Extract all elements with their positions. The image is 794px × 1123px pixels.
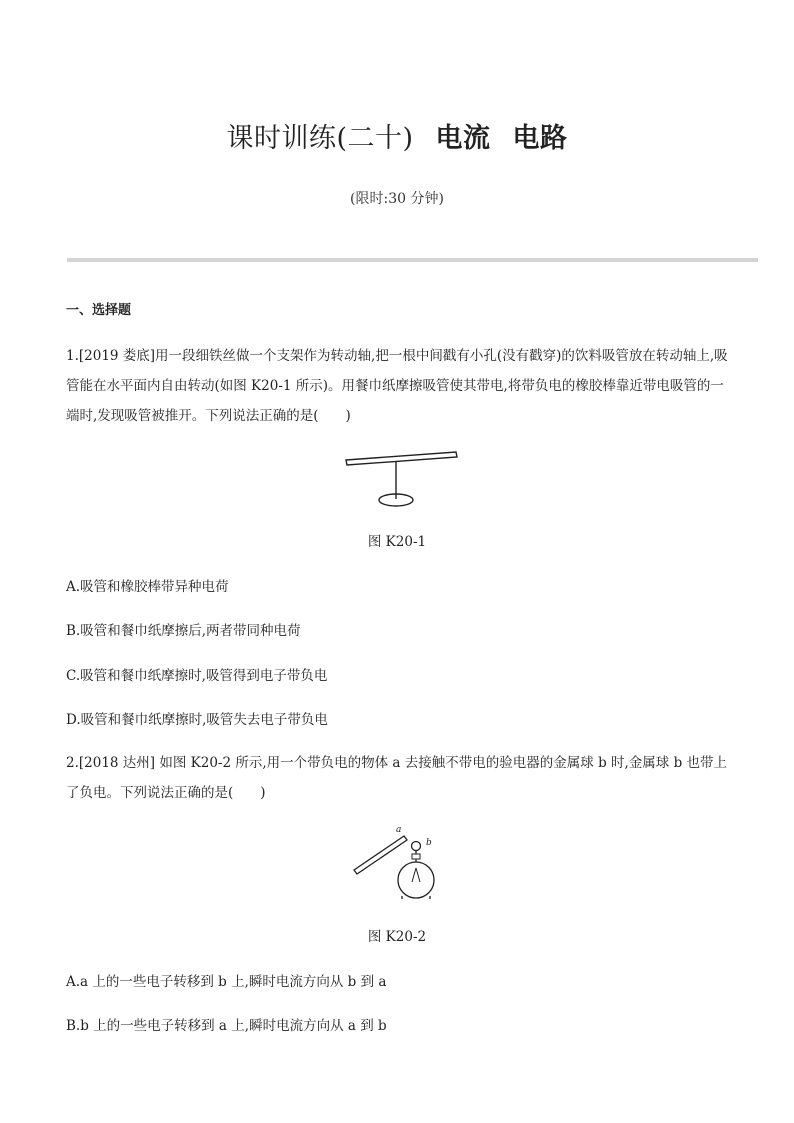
question-1-option-d: D.吸管和餐巾纸摩擦时,吸管失去电子带负电 xyxy=(66,712,328,728)
straw-shape xyxy=(346,452,457,465)
charged-rod-a xyxy=(354,836,407,874)
question-1-option-a: A.吸管和橡胶棒带异种电荷 xyxy=(66,579,229,595)
question-2-stem: 2.[2018 达州] 如图 K20-2 所示,用一个带负电的物体 a 去接触不带电的验电器的金属球 b 时,金属球 b 也带上了负电。下列说法正确的是( ) xyxy=(66,755,728,801)
title-topic-current: 电流 xyxy=(435,123,491,154)
question-2-option-a: A.a 上的一些电子转移到 b 上,瞬时电流方向从 b 到 a xyxy=(66,974,387,990)
time-limit: (限时:30 分钟) xyxy=(350,191,444,207)
question-1-option-b: B.吸管和餐巾纸摩擦后,两者带同种电荷 xyxy=(66,623,301,639)
label-b: b xyxy=(426,838,432,848)
figure-k20-2-electroscope-diagram xyxy=(350,824,446,900)
insulator xyxy=(412,854,420,859)
figure-k20-1-caption: 图 K20-1 xyxy=(367,534,427,550)
electroscope-jar xyxy=(398,862,434,898)
figure-k20-2-caption: 图 K20-2 xyxy=(367,929,427,945)
question-1-stem: 1.[2019 娄底]用一段细铁丝做一个支架作为转动轴,把一根中间戳有小孔(没有戳穿)的饮料吸管放在转动轴上,吸管能在水平面内自由转动(如图 K20-1 所示)。用餐巾纸摩擦吸管使其带电,将带负电的橡胶棒靠近带电吸管的一端时,发现吸管被推开。下列说法正确的是( ) xyxy=(66,348,728,424)
question-1-option-c: C.吸管和餐巾纸摩擦时,吸管得到电子带负电 xyxy=(66,668,328,684)
section-title: 一、选择题 xyxy=(66,303,132,318)
metal-ball-b xyxy=(412,842,421,851)
figure-k20-1-straw-diagram xyxy=(336,446,462,510)
header-divider xyxy=(67,258,758,262)
title-main: 课时训练(二十) xyxy=(226,123,414,154)
page-title xyxy=(0,116,794,155)
title-topic-circuit: 电路 xyxy=(512,123,568,154)
label-a: a xyxy=(396,825,402,835)
question-2-option-b: B.b 上的一些电子转移到 a 上,瞬时电流方向从 a 到 b xyxy=(66,1018,387,1034)
